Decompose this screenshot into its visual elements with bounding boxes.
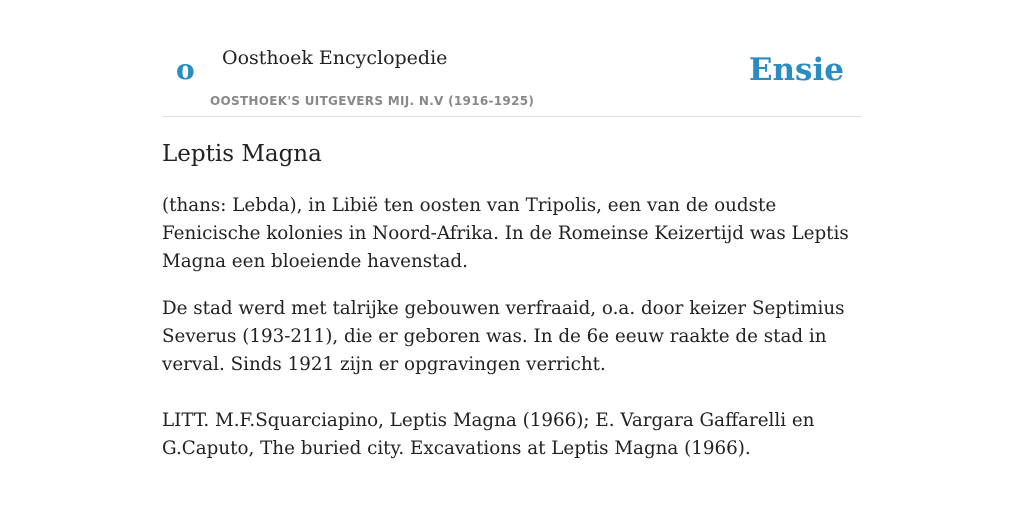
source-header: [162, 0, 862, 117]
entry-paragraph: (thans: Lebda), in Libië ten oosten van Tripolis, een van de oudste Fenicische kolonies in Noord-Afrika. In de Romeinse Keizertijd was Leptis Magna een bloeiende havenstad.: [162, 195, 849, 272]
source-subtitle: OOSTHOEK'S UITGEVERS MIJ. N.V (1916-1925): [210, 94, 535, 108]
ensie-logo-link[interactable]: Ensie: [748, 52, 844, 88]
source-title[interactable]: Oosthoek Encyclopedie: [222, 47, 448, 69]
entry-title: Leptis Magna: [162, 141, 322, 167]
entry-paragraph: De stad werd met talrijke gebouwen verfraaid, o.a. door keizer Septimius Severus (193-211), die er geboren was. In de 6e eeuw raakte de stad in verval. Sinds 1921 zijn er opgravingen verricht.: [162, 298, 845, 375]
source-logo[interactable]: o: [176, 53, 195, 86]
entry-content: [162, 138, 862, 463]
literature-reference: LITT. M.F.Squarciapino, Leptis Magna (1966); E. Vargara Gaffarelli en G.Caputo, The buried city. Excavations at Leptis Magna (1966).: [162, 410, 815, 459]
